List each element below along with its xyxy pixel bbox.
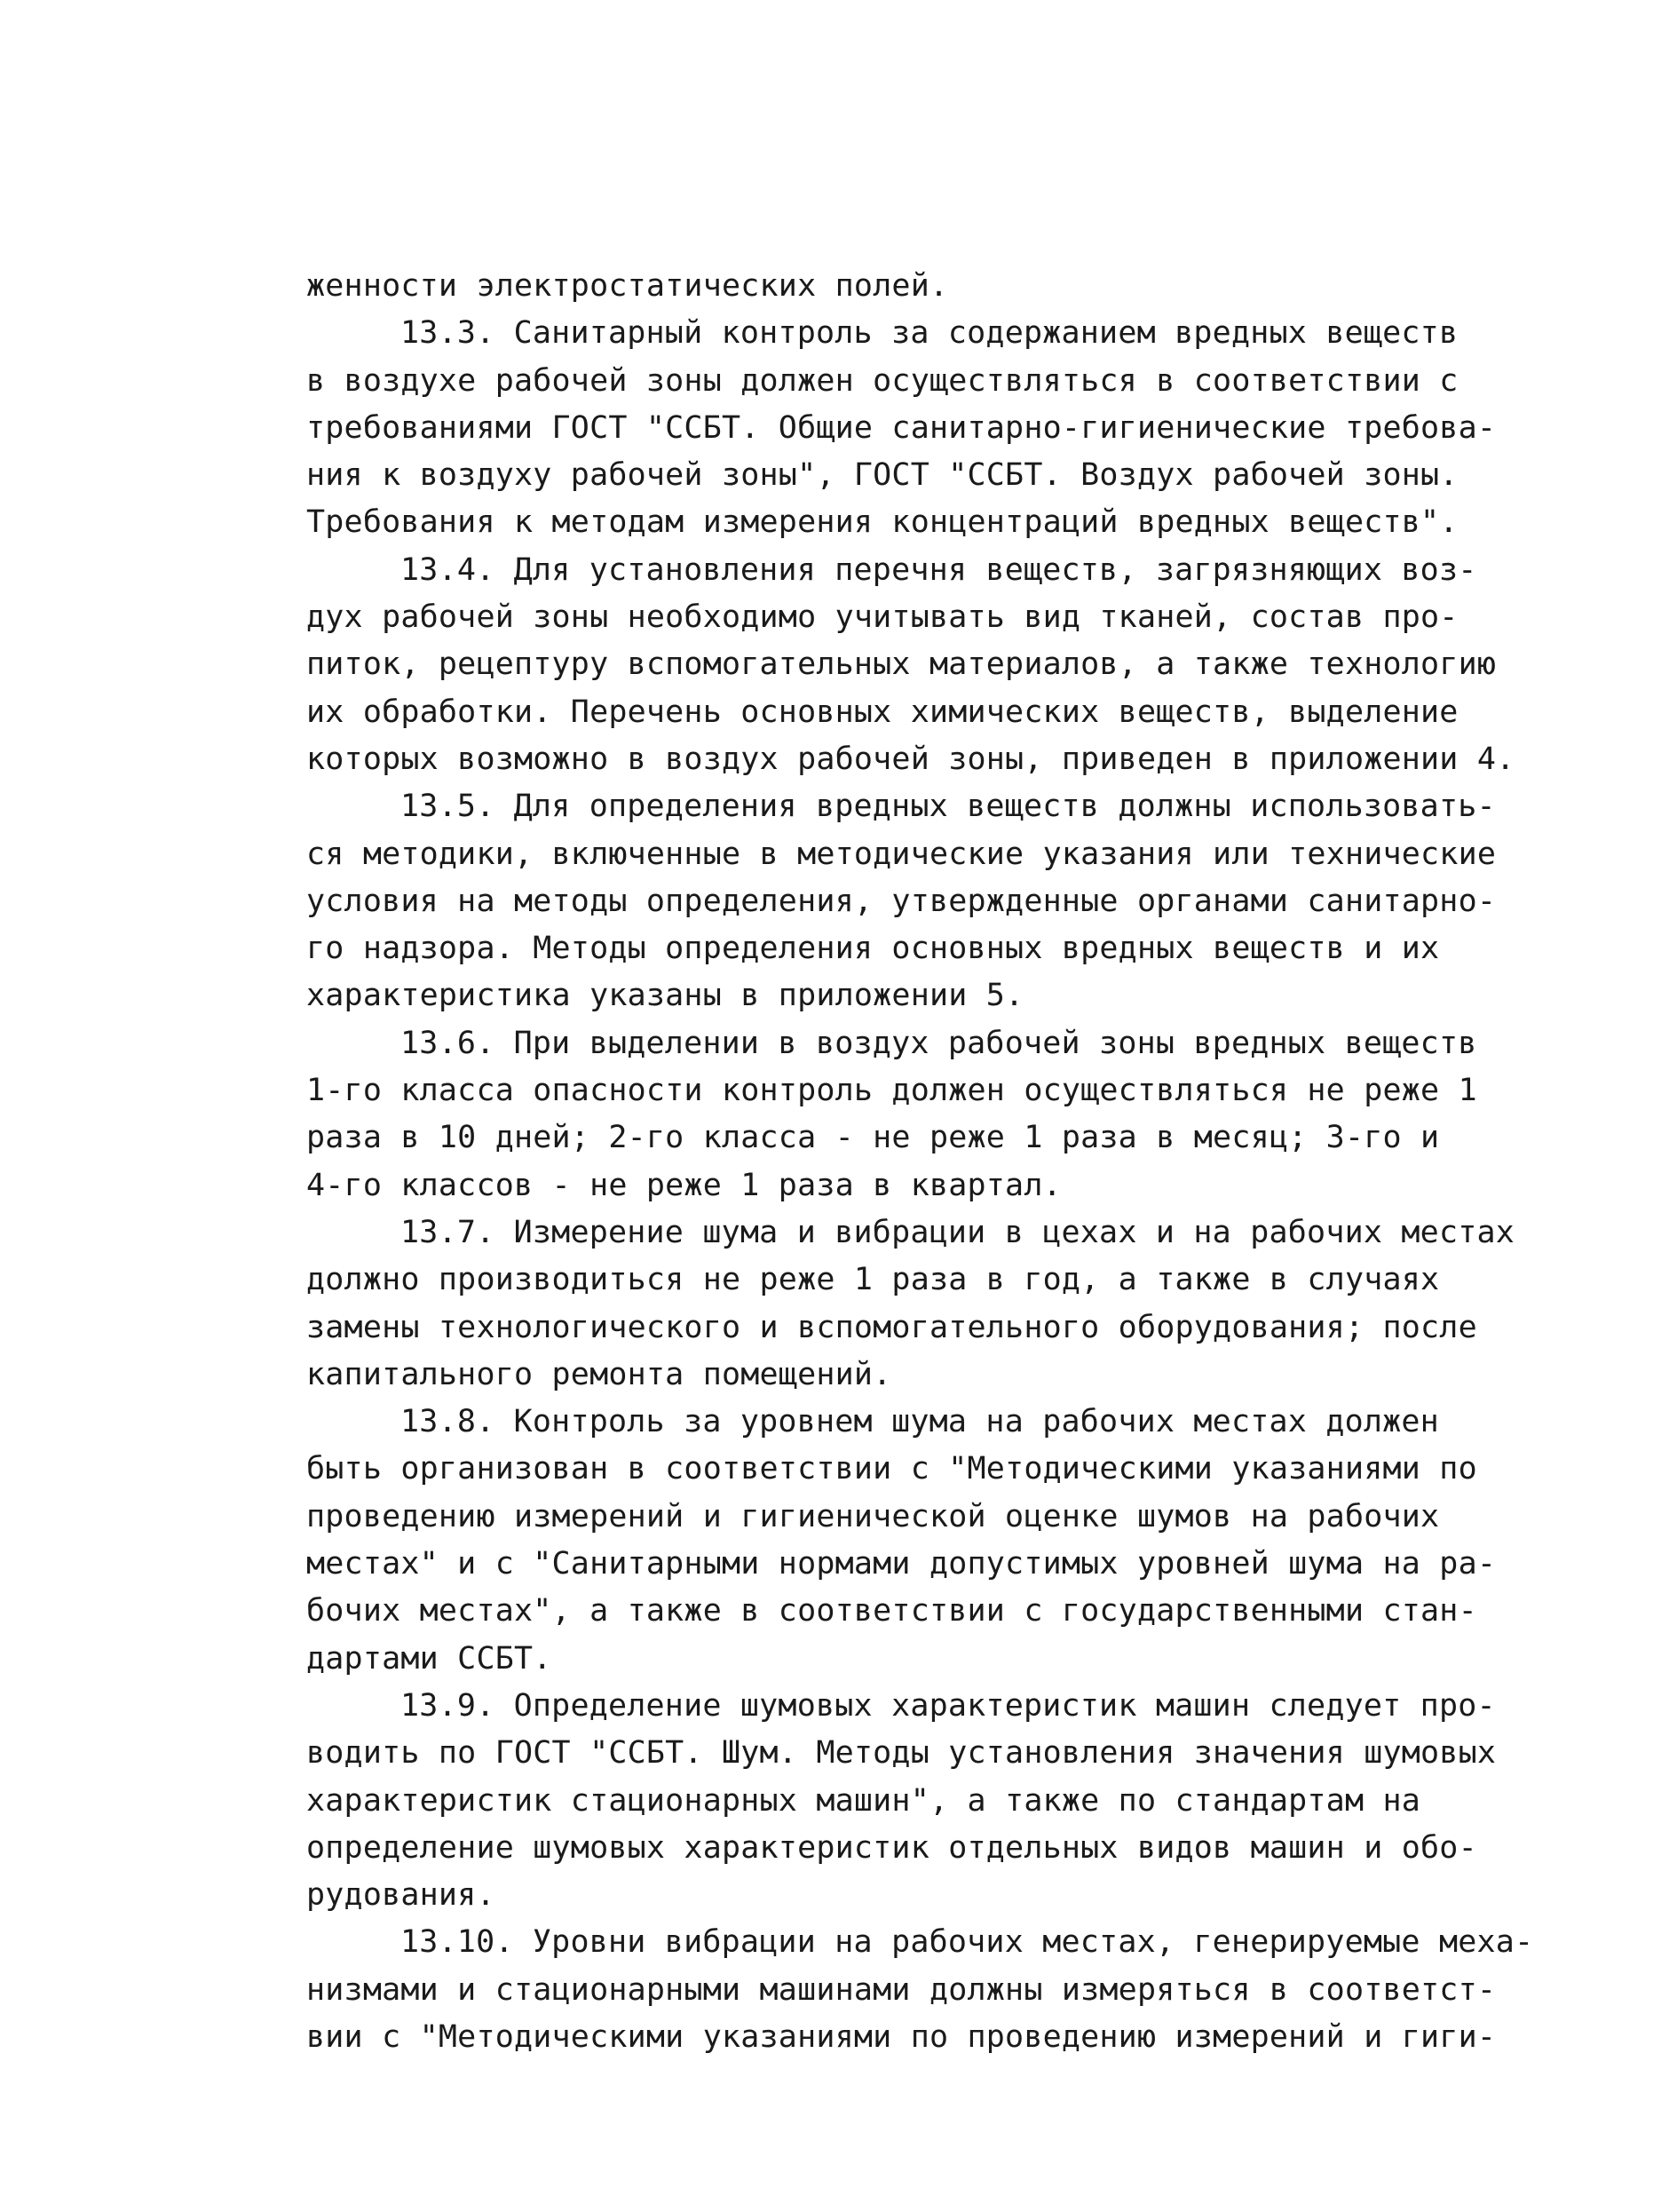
- text-line: характеристика указаны в приложении 5.: [306, 978, 1024, 1014]
- text-line: вии с "Методическими указаниями по проведению измерений и гиги-: [306, 2018, 1497, 2055]
- text-line: в воздухе рабочей зоны должен осуществляться в соответствии с: [306, 362, 1459, 399]
- text-line: низмами и стационарными машинами должны измеряться в соответст-: [306, 1971, 1497, 2008]
- text-line: ся методики, включенные в методические указания или технические: [306, 836, 1497, 872]
- text-line: го надзора. Методы определения основных вредных веществ и их: [306, 931, 1440, 967]
- paragraph-13-8-start: 13.8. Контроль за уровнем шума на рабочих местах должен: [400, 1404, 1439, 1440]
- text-line: определение шумовых характеристик отдельных видов машин и обо-: [306, 1829, 1477, 1866]
- paragraph-13-10-start: 13.10. Уровни вибрации на рабочих местах, генерируемые меха-: [400, 1924, 1534, 1961]
- paragraph-13-6-start: 13.6. При выделении в воздух рабочей зоны вредных веществ: [400, 1025, 1477, 1061]
- text-line: должно производиться не реже 1 раза в год, а также в случаях: [306, 1262, 1440, 1298]
- text-line: проведению измерений и гигиенической оценке шумов на рабочих: [306, 1498, 1440, 1534]
- text-line: питок, рецептуру вспомогательных материалов, а также технологию: [306, 646, 1497, 683]
- text-line: требованиями ГОСТ "ССБТ. Общие санитарно-гигиенические требова-: [306, 409, 1497, 446]
- text-line: дух рабочей зоны необходимо учитывать вид тканей, состав про-: [306, 599, 1459, 636]
- text-line: 4-го классов - не реже 1 раза в квартал.: [306, 1167, 1062, 1203]
- text-line: Требования к методам измерения концентраций вредных веществ".: [306, 504, 1459, 541]
- text-line: характеристик стационарных машин", а также по стандартам на: [306, 1782, 1421, 1819]
- text-line: капитального ремонта помещений.: [306, 1356, 892, 1392]
- text-line: раза в 10 дней; 2-го класса - не реже 1 раза в месяц; 3-го и: [306, 1120, 1440, 1156]
- paragraph-13-3-start: 13.3. Санитарный контроль за содержанием вредных веществ: [400, 315, 1459, 352]
- text-line: которых возможно в воздух рабочей зоны, приведен в приложении 4.: [306, 741, 1515, 777]
- paragraph-13-7-start: 13.7. Измерение шума и вибрации в цехах и на рабочих местах: [400, 1214, 1515, 1250]
- text-line: водить по ГОСТ "ССБТ. Шум. Методы установления значения шумовых: [306, 1735, 1497, 1772]
- text-line: ния к воздуху рабочей зоны", ГОСТ "ССБТ. Воздух рабочей зоны.: [306, 457, 1459, 494]
- text-line: быть организован в соответствии с "Методическими указаниями по: [306, 1451, 1477, 1487]
- text-line: дартами ССБТ.: [306, 1640, 552, 1677]
- paragraph-13-4-start: 13.4. Для установления перечня веществ, загрязняющих воз-: [400, 551, 1477, 588]
- text-line: 1-го класса опасности контроль должен осуществляться не реже 1: [306, 1073, 1477, 1109]
- document-body-text: [306, 263, 1567, 2061]
- text-line: женности электростатических полей.: [306, 268, 949, 304]
- text-line: рудования.: [306, 1877, 495, 1914]
- text-line: бочих местах", а также в соответствии с государственными стан-: [306, 1593, 1477, 1629]
- text-line: замены технологического и вспомогательного оборудования; после: [306, 1309, 1477, 1345]
- text-line: местах" и с "Санитарными нормами допустимых уровней шума на ра-: [306, 1546, 1497, 1582]
- text-line: их обработки. Перечень основных химических веществ, выделение: [306, 694, 1459, 730]
- paragraph-13-5-start: 13.5. Для определения вредных веществ должны использовать-: [400, 789, 1496, 825]
- paragraph-13-9-start: 13.9. Определение шумовых характеристик машин следует про-: [400, 1687, 1496, 1724]
- text-line: условия на методы определения, утвержденные органами санитарно-: [306, 883, 1497, 919]
